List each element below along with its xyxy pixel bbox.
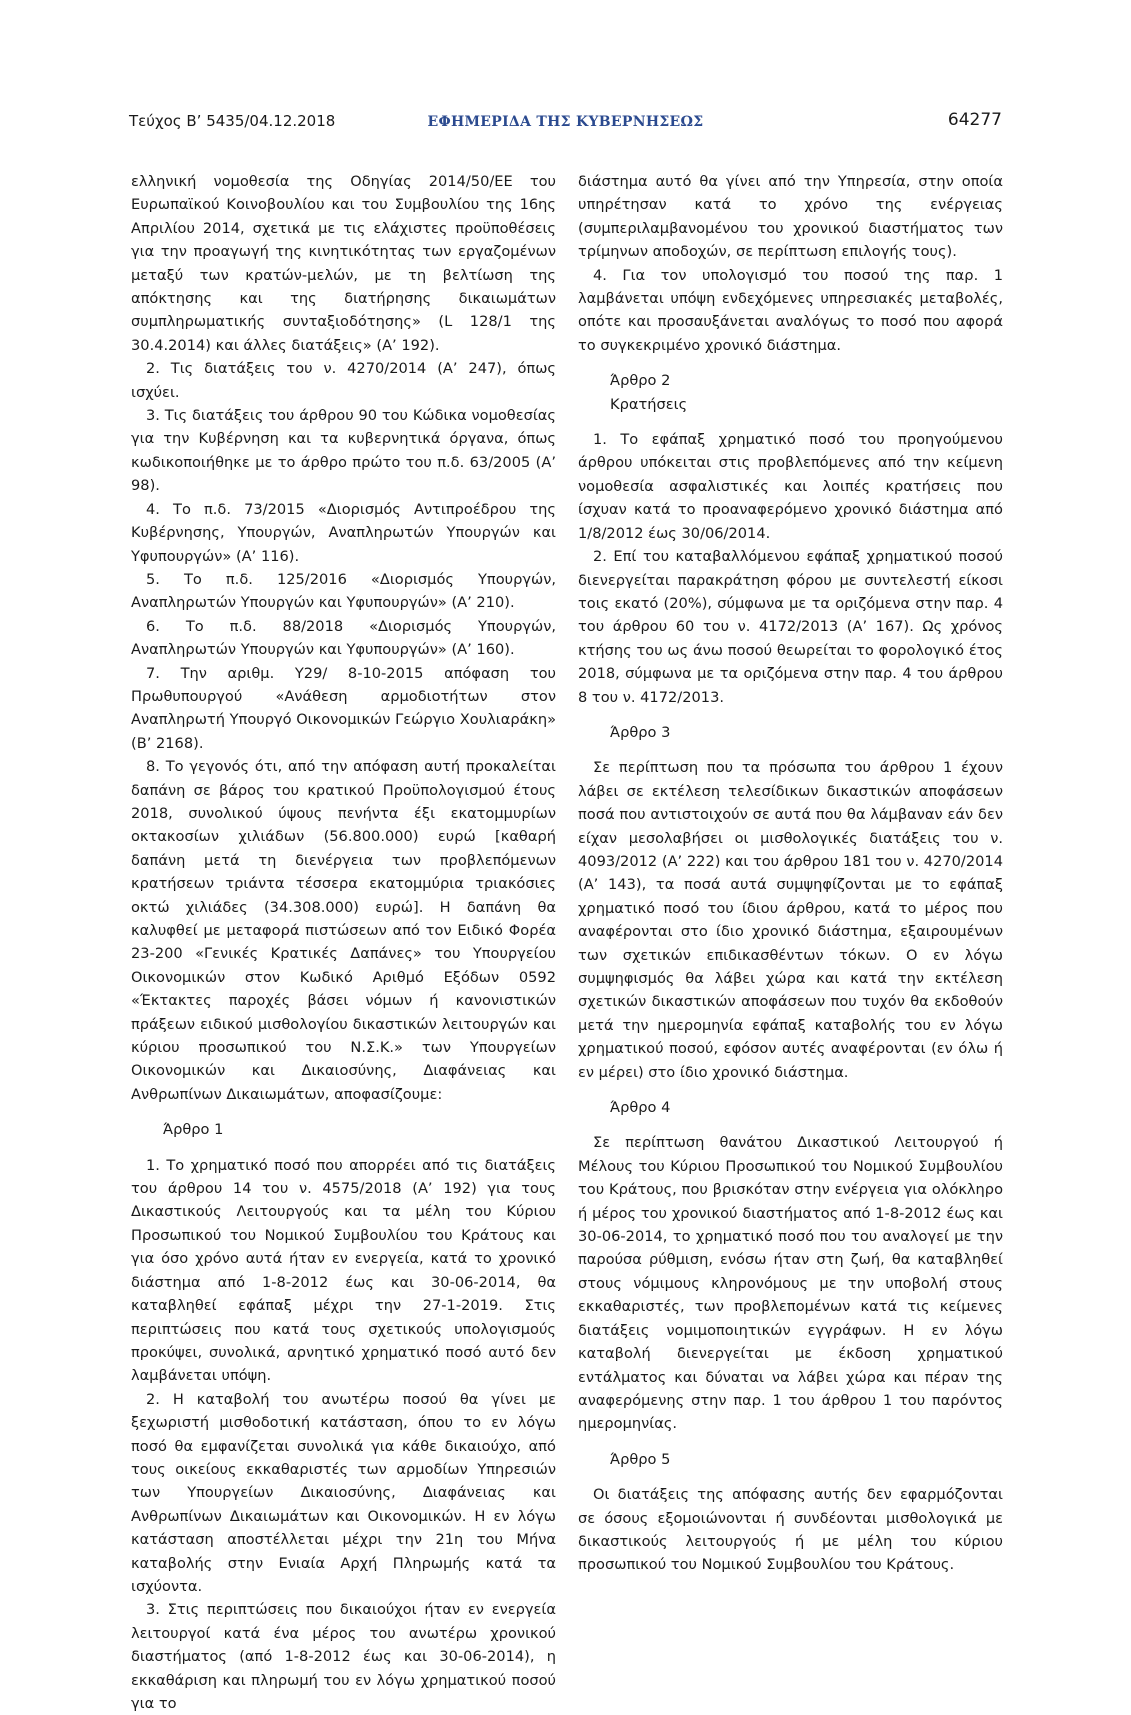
paragraph: 1. Το χρηματικό ποσό που απορρέει από τις διατάξεις του άρθρου 14 του ν. 4575/2018 (Α’ 192) για τους Δικαστικούς Λειτουργούς και τα μέλη του Κύριου Προσωπικού του Νομικού Συμβουλίου του Κράτους και για όσο χρόνο αυτά ήταν εν ενεργεία, κατά το χρονικό διάστημα από 1-8-2012 έως και 30-06-2014, θα καταβληθεί εφάπαξ μέχρι την 27-1-2019. Στις περιπτώσεις που κατά τους σχετικούς υπολογισμούς προκύψει, συνολικά, αρνητικό χρηματικό ποσό αυτό δεν λαμβάνεται υπόψη. <box>131 1156 556 1385</box>
article-subtitle: Κρατήσεις <box>610 395 688 413</box>
gazette-title: ΕΦΗΜΕΡΙΔΑ ΤΗΣ ΚΥΒΕΡΝΗΣΕΩΣ <box>427 114 704 130</box>
article-heading: Άρθρο 1 <box>163 1121 224 1139</box>
paragraph: Σε περίπτωση θανάτου Δικαστικού Λειτουργού ή Μέλους του Κύριου Προσωπικού του Νομικού Συμβουλίου του Κράτους, που βρισκόταν στην ενέργεια για ολόκληρο ή μέρος του χρονικού διαστήματος από 1-8-2012 έως και 30-06-2014, το χρηματικό ποσό που του αναλογεί με την παρούσα ρύθμιση, ενόσω ήταν στη ζωή, θα καταβληθεί στους νόμιμους κληρονόμους με την υποβολή στους εκκαθαριστές, των προβλεπομένων κατά τις κείμενες διατάξεις νομιμοποιητικών εγγράφων. Η εν λόγω καταβολή διενεργείται με έκδοση χρηματικού εντάλματος και δύναται να λάβει χώρα και πέραν της αναφερόμενης στην παρ. 1 του άρθρου 1 του παρόντος ημερομηνίας. <box>578 1134 1003 1433</box>
right-column <box>578 170 1003 1577</box>
paragraph: 3. Στις περιπτώσεις που δικαιούχοι ήταν εν ενεργεία λειτουργοί κατά ένα μέρος του ανωτέρω χρονικού διαστήματος (από 1-8-2012 έως και 30-06-2014), η εκκαθάριση και πληρωμή του εν λόγω χρηματικού ποσού για το <box>131 1601 556 1712</box>
paragraph: Σε περίπτωση που τα πρόσωπα του άρθρου 1 έχουν λάβει σε εκτέλεση τελεσίδικων δικαστικών αποφάσεων ποσά που αντιστοιχούν σε αυτά που θα λάμβαναν εάν δεν είχαν μεσολαβήσει οι μισθολογικές διατάξεις του ν. 4093/2012 (Α’ 222) και του άρθρου 181 του ν. 4270/2014 (Α’ 143), τα ποσά αυτά συμψηφίζονται με το εφάπαξ χρηματικό ποσό του ίδιου άρθρου, κατά το μέρος που αναφέρονται στο ίδιο χρονικό διάστημα, εξαιρουμένων των σχετικών επιδικασθέντων τόκων. Ο εν λόγω συμψηφισμός θα λάβει χώρα και κατά την εκτέλεση σχετικών δικαστικών αποφάσεων που τυχόν θα εκδοθούν μετά την ημερομηνία εφάπαξ καταβολής του εν λόγω χρηματικού ποσού, εφόσον αυτές αναφέρονται (εν όλω ή εν μέρει) στο ίδιο χρονικό διάστημα. <box>578 759 1003 1081</box>
paragraph: 3. Τις διατάξεις του άρθρου 90 του Κώδικα νομοθεσίας για την Κυβέρνηση και τα κυβερνητικά όργανα, όπως κωδικοποιήθηκε με το άρθρο πρώτο του π.δ. 63/2005 (Α’ 98). <box>131 407 556 495</box>
paragraph: 4. Το π.δ. 73/2015 «Διορισμός Αντιπροέδρου της Κυβέρνησης, Υπουργών, Αναπληρωτών Υπουργών και Υφυπουργών» (Α’ 116). <box>131 500 556 565</box>
left-column <box>131 170 556 1715</box>
paragraph: 4. Για τον υπολογισμό του ποσού της παρ. 1 λαμβάνεται υπόψη ενδεχόμενες υπηρεσιακές μεταβολές, οπότε και προσαυξάνεται αναλόγως το ποσό που αφορά το συγκεκριμένο χρονικό διάστημα. <box>578 266 1003 354</box>
paragraph: διάστημα αυτό θα γίνει από την Υπηρεσία, στην οποία υπηρέτησαν κατά το χρόνο της ενέργειας (συμπεριλαμβανομένου του χρονικού διαστήματος των τρίμηνων αποδοχών, σε περίπτωση επιλογής τους). <box>578 173 1003 261</box>
paragraph: Οι διατάξεις της απόφασης αυτής δεν εφαρμόζονται σε όσους εξομοιώνονται ή συνδέονται μισθολογικά με δικαστικούς λειτουργούς ή με μέλη του κύριου προσωπικού του Νομικού Συμβουλίου του Κράτους. <box>578 1486 1003 1574</box>
paragraph: ελληνική νομοθεσία της Οδηγίας 2014/50/ΕΕ του Ευρωπαϊκού Κοινοβουλίου και του Συμβουλίου της 16ης Απριλίου 2014, σχετικά με τις ελάχιστες προϋποθέσεις για την προαγωγή της κινητικότητας των εργαζομένων μεταξύ των κρατών-μελών, με τη βελτίωση της απόκτησης και της διατήρησης δικαιωμάτων συμπληρωματικής συνταξιοδότησης» (L 128/1 της 30.4.2014) και άλλες διατάξεις» (Α’ 192). <box>131 173 556 354</box>
article-heading: Άρθρο 5 <box>610 1450 671 1468</box>
article-heading: Άρθρο 4 <box>610 1099 671 1117</box>
paragraph: 2. Επί του καταβαλλόμενου εφάπαξ χρηματικού ποσού διενεργείται παρακράτηση φόρου με συντελεστή είκοσι τοις εκατό (20%), σύμφωνα με τα οριζόμενα στην παρ. 4 του άρθρου 60 του ν. 4172/2013 (Α’ 167). Ως χρόνος κτήσης του ως άνω ποσού θεωρείται το φορολογικό έτος 2018, σύμφωνα με τα οριζόμενα στην παρ. 4 του άρθρου 8 του ν. 4172/2013. <box>578 548 1003 706</box>
page-header <box>129 108 1002 138</box>
paragraph: 2. Τις διατάξεις του ν. 4270/2014 (Α’ 247), όπως ισχύει. <box>131 360 556 401</box>
page-number: 64277 <box>947 110 1002 130</box>
paragraph: 1. Το εφάπαξ χρηματικό ποσό του προηγούμενου άρθρου υπόκειται στις προβλεπόμενες από την κείμενη νομοθεσία ασφαλιστικές και λοιπές κρατήσεις που ίσχυαν κατά το προαναφερόμενο χρονικό διάστημα από 1/8/2012 έως 30/06/2014. <box>578 431 1003 542</box>
paragraph: 5. Το π.δ. 125/2016 «Διορισμός Υπουργών, Αναπληρωτών Υπουργών και Υφυπουργών» (Α’ 210). <box>131 570 556 612</box>
article-heading: Άρθρο 2 <box>610 372 671 390</box>
article-heading: Άρθρο 3 <box>610 723 671 741</box>
paragraph: 2. Η καταβολή του ανωτέρω ποσού θα γίνει με ξεχωριστή μισθοδοτική κατάσταση, όπου το εν λόγω ποσό θα εμφανίζεται συνολικά για κάθε δικαιούχο, από τους οικείους εκκαθαριστές των αρμοδίων Υπηρεσιών των Υπουργείων Δικαιοσύνης, Διαφάνειας και Ανθρωπίνων Δικαιωμάτων και Οικονομικών. Η εν λόγω κατάσταση αποστέλλεται μέχρι την 21η του Μήνα καταβολής στην Ενιαία Αρχή Πληρωμής κατά τα ισχύοντα. <box>131 1390 556 1595</box>
issue-label: Τεύχος Β’ 5435/04.12.2018 <box>129 112 336 130</box>
paragraph: 7. Την αριθμ. Υ29/ 8-10-2015 απόφαση του Πρωθυπουργού «Ανάθεση αρμοδιοτήτων στον Αναπληρωτή Υπουργό Οικονομικών Γεώργιο Χουλιαράκη» (Β’ 2168). <box>131 664 556 752</box>
paragraph: 8. Το γεγονός ότι, από την απόφαση αυτή προκαλείται δαπάνη σε βάρος του κρατικού Προϋπολογισμού έτους 2018, συνολικού ύψους πενήντα έξι εκατομμυρίων οκτακοσίων χιλιάδων (56.800.000) ευρώ [καθαρή δαπάνη μετά τη διενέργεια των προβλεπόμενων κρατήσεων τριάντα τέσσερα εκατομμύρια τριακόσιες οκτώ χιλιάδες (34.308.000) ευρώ]. Η δαπάνη θα καλυφθεί με μεταφορά πιστώσεων από τον Ειδικό Φορέα 23-200 «Γενικές Κρατικές Δαπάνες» του Υπουργείου Οικονομικών στον Κωδικό Αριθμό Εξόδων 0592 «Έκτακτες παροχές βάσει νόμων ή κανονιστικών πράξεων ειδικού μισθολογίου δικαστικών λειτουργών και κύριου προσωπικού του Ν.Σ.Κ.» των Υπουργείων Οικονομικών και Δικαιοσύνης, Διαφάνειας και Ανθρωπίνων Δικαιωμάτων, αποφασίζουμε: <box>131 758 556 1103</box>
paragraph: 6. Το π.δ. 88/2018 «Διορισμός Υπουργών, Αναπληρωτών Υπουργών και Υφυπουργών» (Α’ 160). <box>131 617 556 659</box>
